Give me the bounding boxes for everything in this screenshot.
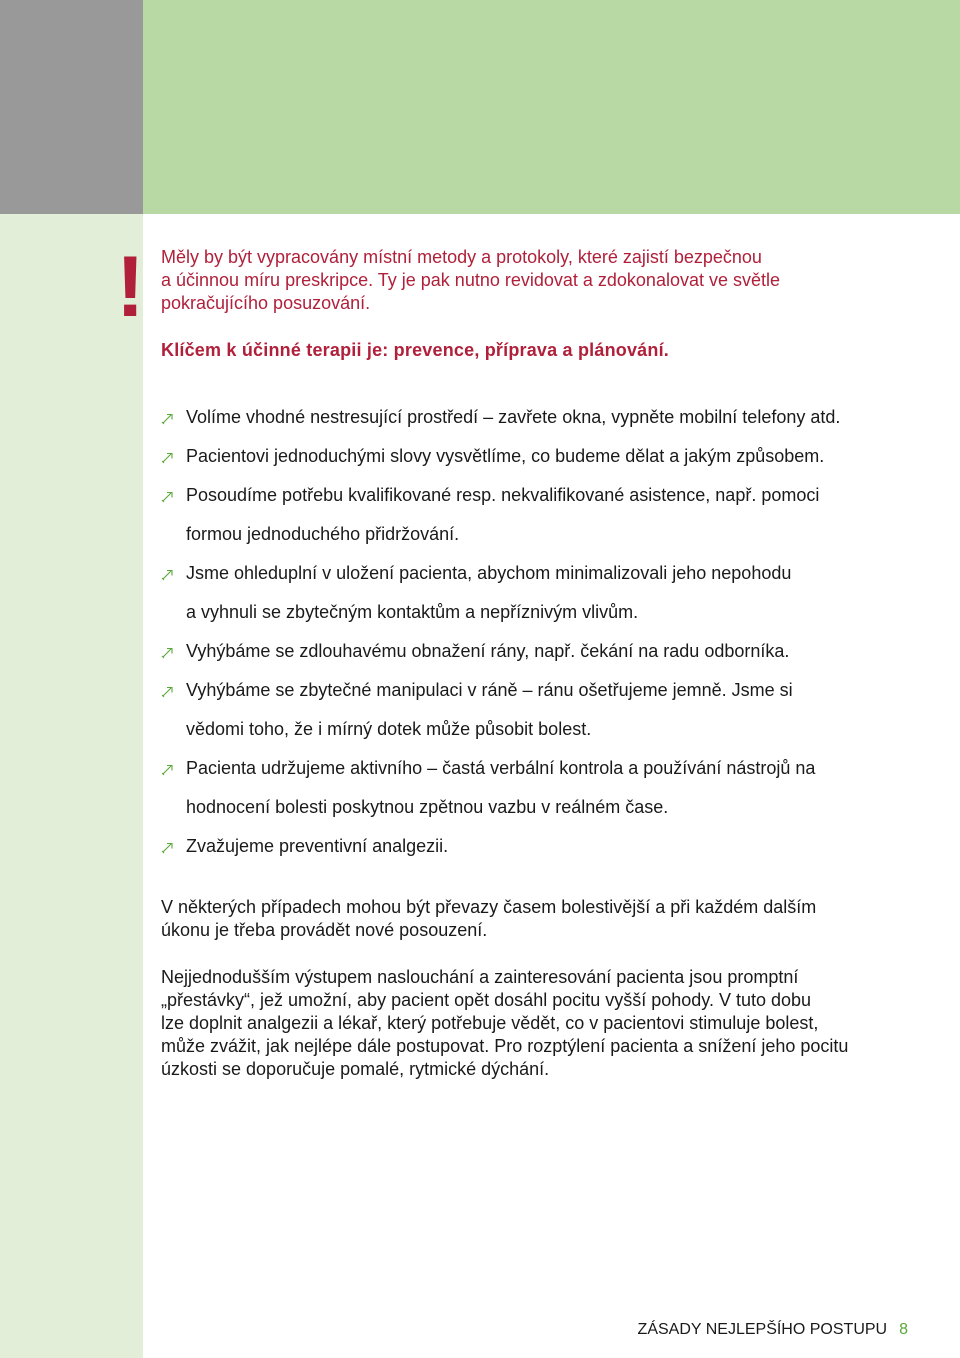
bullet-text-line: Vyhýbáme se zbytečné manipulaci v ráně – ránu ošetřujeme jemně. Jsme si: [186, 680, 793, 700]
footer-title: ZÁSADY NEJLEPŠÍHO POSTUPU: [637, 1321, 888, 1338]
paragraph-line: lze doplnit analgezii a lékař, který potřebuje vědět, co v pacientovi stimuluje bolest,: [161, 1013, 819, 1033]
paragraph-line: Nejjednodušším výstupem naslouchání a zainteresování pacienta jsou promptní: [161, 967, 799, 987]
paragraph-line: „přestávky“, jež umožní, aby pacient opět dosáhl pocitu vyšší pohody. V tuto dobu: [161, 990, 812, 1010]
paragraph-line: V některých případech mohou být převazy časem bolestivější a při každém dalším: [161, 897, 817, 917]
bullet-list: [161, 398, 931, 866]
paragraph-2: [161, 966, 921, 1081]
warning-text: [161, 246, 921, 315]
bullet-text-line: hodnocení bolesti poskytnou zpětnou vazbu v reálném čase.: [186, 797, 669, 817]
warning-line: Měly by být vypracovány místní metody a protokoly, které zajistí bezpečnou: [161, 247, 762, 267]
page-number: 8: [899, 1321, 908, 1338]
warning-line: pokračujícího posuzování.: [161, 293, 371, 313]
arrow-bullet-icon: [161, 684, 177, 698]
warning-line: a účinnou míru preskripce. Ty je pak nutno revidovat a zdokonalovat ve světle: [161, 270, 781, 290]
key-heading: Klíčem k účinné terapii je: prevence, příprava a plánování.: [161, 340, 669, 360]
arrow-bullet-icon: [161, 567, 177, 581]
arrow-bullet-icon: [161, 411, 177, 425]
bullet-item: [161, 827, 931, 866]
bullet-item: [161, 437, 931, 476]
paragraph-line: úzkosti se doporučuje pomalé, rytmické dýchání.: [161, 1059, 550, 1079]
bullet-item: [161, 632, 931, 671]
arrow-bullet-icon: [161, 645, 177, 659]
page-footer: [638, 1320, 908, 1340]
bullet-item: [161, 398, 931, 437]
bullet-item: [161, 554, 931, 632]
bullet-text-line: Pacientovi jednoduchými slovy vysvětlíme, co budeme dělat a jakým způsobem.: [186, 446, 825, 466]
bullet-item: [161, 476, 931, 554]
bullet-text-line: Jsme ohleduplní v uložení pacienta, abychom minimalizovali jeho nepohodu: [186, 563, 792, 583]
paragraph-line: úkonu je třeba provádět nové posouzení.: [161, 920, 488, 940]
arrow-bullet-icon: [161, 489, 177, 503]
bullet-text-line: Pacienta udržujeme aktivního – častá verbální kontrola a používání nástrojů na: [186, 758, 816, 778]
bullet-text-line: a vyhnuli se zbytečným kontaktům a nepříznivým vlivům.: [186, 602, 639, 622]
bullet-text-line: Zvažujeme preventivní analgezii.: [186, 836, 449, 856]
bullet-text-line: Volíme vhodné nestresující prostředí – zavřete okna, vypněte mobilní telefony atd.: [186, 407, 841, 427]
exclamation-icon: !: [116, 239, 145, 335]
arrow-bullet-icon: [161, 762, 177, 776]
bullet-text-line: formou jednoduchého přidržování.: [186, 524, 460, 544]
paragraph-1: [161, 896, 921, 942]
bullet-text-line: Posoudíme potřebu kvalifikované resp. nekvalifikované asistence, např. pomoci: [186, 485, 820, 505]
paragraph-line: může zvážit, jak nejlépe dále postupovat. Pro rozptýlení pacienta a snížení jeho pocitu: [161, 1036, 849, 1056]
left-green-strip: [0, 214, 143, 1358]
corner-gray-block: [0, 0, 143, 214]
bullet-text-line: vědomi toho, že i mírný dotek může působit bolest.: [186, 719, 592, 739]
arrow-bullet-icon: [161, 840, 177, 854]
bullet-text-line: Vyhýbáme se zdlouhavému obnažení rány, např. čekání na radu odborníka.: [186, 641, 790, 661]
bullet-item: [161, 671, 931, 749]
header-green-band: [143, 0, 960, 214]
bullet-item: [161, 749, 931, 827]
arrow-bullet-icon: [161, 450, 177, 464]
